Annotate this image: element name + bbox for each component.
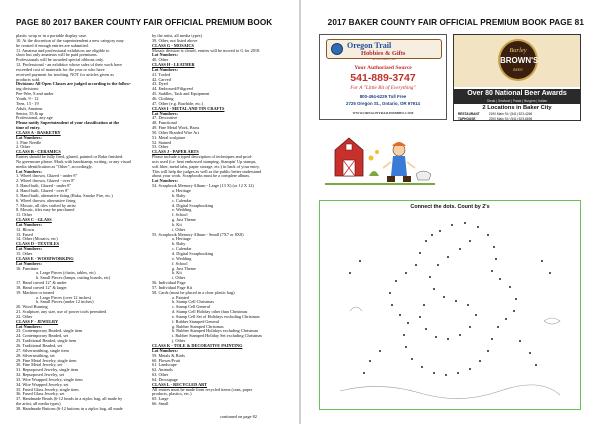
list-item: g. Rubber Stamped Christmas — [172, 323, 224, 329]
list-item: 51. Metal sculpture — [152, 134, 186, 140]
list-item: e. Wedding — [172, 255, 192, 261]
list-item: Lot Numbers: — [16, 134, 42, 140]
list-item: 8. Mosaic, tiles may be purchased — [16, 207, 75, 213]
list-item: Lot Numbers: — [152, 178, 178, 184]
list-item: be created if enough entries are submitted. — [16, 42, 89, 48]
wagon-wheel-icon — [331, 43, 343, 55]
list-item: i. Other — [172, 226, 186, 232]
list-item: 11. Amateur and professional exhibitors are eligible to — [16, 47, 110, 53]
list-item: media identification as "Other", accordingly. — [16, 163, 93, 169]
list-item: Lot Numbers: — [16, 323, 42, 329]
list-item: 41. Tooled — [152, 71, 171, 77]
puzzle-dot — [395, 280, 397, 282]
puzzle-dot — [459, 248, 461, 250]
list-item: 2. Other — [16, 144, 31, 150]
puzzle-dot — [477, 226, 479, 228]
list-item: CLASS F - JEWELRY — [16, 318, 59, 324]
list-item: h. Kit — [172, 221, 182, 227]
puzzle-dot — [509, 286, 511, 288]
list-item: 30. Fine Metal Jewelry, set — [16, 362, 63, 368]
puzzle-sketch-line — [544, 318, 560, 324]
list-item: Lot Numbers: — [16, 168, 42, 174]
list-item: Lot Numbers: — [152, 110, 178, 116]
list-item: about your work. Scrapbooks must be a complete album. — [152, 173, 250, 179]
list-item: i. Other — [172, 275, 186, 281]
list-item: Please include a typed description of techniques and prod- — [152, 154, 253, 160]
list-item: 46. Clothing — [152, 95, 174, 101]
barley-browns-logo — [498, 39, 538, 81]
puzzle-dot — [369, 360, 371, 362]
list-item: Lot Numbers: — [152, 66, 178, 72]
puzzle-dot — [419, 316, 421, 318]
list-item: products sold. — [16, 76, 41, 82]
list-item: e. Stamp Cell Set of Holidays excluding Christmas — [172, 313, 260, 319]
list-item: 47. Decorative — [152, 115, 178, 121]
list-item: 39. Other, not listed above — [152, 37, 198, 43]
list-item: 26. Traditional Beaded, set — [16, 343, 63, 348]
puzzle-dot — [464, 222, 466, 224]
oregon-trail-website[interactable]: WWW.OREGONTRAILHOBBIES.COM — [352, 111, 414, 115]
dot-puzzle-drawing — [320, 201, 579, 408]
puzzle-dot — [379, 350, 381, 352]
list-item: ucts used (i.e. heat embossed stamping, Stampin' Up stamps, — [152, 158, 257, 164]
list-item: 15. Other — [16, 250, 33, 256]
barley-browns-ad[interactable] — [453, 34, 581, 121]
puzzle-dot — [535, 364, 537, 366]
list-item: 47. Other (e.g. Rawhide, etc.) — [152, 100, 203, 106]
list-item: 12. Professional - an exhibitor whose sales of their work have — [16, 62, 123, 68]
list-item: 19. Machine or turned — [16, 289, 55, 295]
beer-awards: Over 80 National Beer Awards — [454, 89, 580, 98]
list-item: CLASS A - BASKETRY — [16, 129, 61, 135]
puzzle-dot — [515, 298, 517, 300]
list-item: CLASS L - RECYCLED ART — [152, 381, 208, 387]
right-page-header: 2017 BAKER COUNTY FAIR OFFICIAL PREMIUM BOOK PAGE 81 — [327, 18, 584, 27]
list-item: 49. Fine Metal Work, Brass — [152, 125, 200, 131]
list-item: Adult, Amateur — [16, 105, 43, 111]
puzzle-dot — [349, 272, 351, 274]
list-item: 27. Silversmithing, single item — [16, 347, 69, 353]
list-item: 1. Wheel thrown, Glazed - under 8" — [16, 173, 78, 179]
list-item: f. Rubber Stamped General — [172, 318, 220, 324]
list-item: 4. Hand built, Glazed - over 8" — [16, 188, 70, 193]
list-item: 37. Handmade Beads (6-12 beads in a ziploc bag, all made by — [16, 396, 123, 402]
puzzle-sketch-line — [350, 307, 362, 311]
list-item: Entries should be fully fired, glazed, painted or Raku finished. — [16, 154, 124, 160]
list-item: plastic wrap or in a portable display case. — [16, 34, 88, 38]
puzzle-dot — [437, 264, 439, 266]
puzzle-dot — [469, 240, 471, 242]
list-item: 23. Contemporary Beaded, single item — [16, 328, 83, 334]
list-item: products, plastics, etc.) — [152, 391, 192, 397]
puzzle-dot — [497, 326, 499, 328]
restaurant-address: 2190 Main St / (541) 523-4266 — [488, 112, 533, 116]
list-item: 12. Blown — [16, 226, 34, 232]
puzzle-dot — [457, 372, 459, 374]
barley-browns-banner — [454, 35, 580, 87]
continued-note: continued on page 82 — [220, 414, 257, 419]
list-item: by the artist, all media types) — [152, 34, 202, 38]
list-item: b. Small Pieces (lamps, cutting boards, etc) — [36, 275, 111, 281]
list-item: 18. Hand carved 12" & larger — [16, 284, 67, 290]
list-item: 14. Other (Mosaics, etc) — [16, 236, 58, 242]
list-item: Lot Numbers: — [152, 52, 178, 58]
list-item: g. Just Theme — [172, 265, 196, 271]
list-item: 3. Hand built, Glazed - under 8" — [16, 183, 72, 189]
kids-farm-illustration — [321, 128, 439, 190]
left-column-1 — [16, 34, 144, 412]
list-item: 13. Fused — [16, 231, 33, 237]
puzzle-dot — [389, 292, 391, 294]
list-item: a. Large Pieces (over 12 inches) — [36, 294, 92, 300]
list-item: c. Calendar — [172, 197, 192, 203]
puzzle-dot — [431, 234, 433, 236]
list-item: 31. Repurposed Jewelry, single item — [16, 367, 79, 373]
puzzle-dot — [399, 314, 401, 316]
list-item: 33. Wire Wrapped Jewelry, single item — [16, 376, 83, 382]
list-item: 6. Wheel thrown, alternative firing — [16, 197, 76, 203]
list-item: 1. Pine Needle — [16, 139, 42, 145]
puzzle-dot — [415, 264, 417, 266]
left-page — [0, 0, 299, 424]
list-item: soft fiber, metal tabs, paper storage, etc.) in back of your entry. — [152, 163, 260, 169]
oregon-trail-tagline: "We will outlive you!" — [370, 57, 398, 61]
list-item: Lot Numbers: — [16, 260, 42, 266]
list-item: h. Rubber Stamped Holidays excluding Christmas — [172, 328, 259, 334]
right-page — [301, 0, 600, 424]
puzzle-dot — [487, 234, 489, 236]
puzzle-dot — [359, 260, 361, 262]
list-item: 28. Silversmithing, set — [16, 352, 55, 358]
list-item: 55. Scrapbook Memory Album - Small (7X7 or 8X8) — [152, 231, 244, 237]
puzzle-sketch-line — [340, 385, 560, 399]
puzzle-dot — [467, 304, 469, 306]
list-item: CLASS G - MOSAICS — [152, 42, 194, 48]
list-item: 5. Hand built, alternative firing (Raku, Smoke Fire, etc.) — [16, 192, 113, 198]
list-item: 56. Individual Page — [152, 280, 186, 286]
taphouse-address: 2200 Main St / (541) 523-6695 — [488, 117, 533, 121]
list-item: CLASS H - LEATHER — [152, 62, 195, 68]
puzzle-dot — [541, 260, 543, 262]
list-item: Mosaic division is closed, entries will be moved to G for 2018. — [152, 47, 261, 53]
oregon-trail-logo — [326, 39, 442, 59]
puzzle-dot — [479, 360, 481, 362]
puzzle-dot — [429, 276, 431, 278]
puzzle-dot — [425, 240, 427, 242]
puzzle-dot — [529, 352, 531, 354]
puzzle-dot — [451, 224, 453, 226]
logo-browns-text: BROWN'S — [500, 56, 539, 65]
authorized-source: Your Authorized Source — [354, 65, 412, 71]
puzzle-dot — [493, 246, 495, 248]
puzzle-dot — [499, 278, 501, 280]
list-item: a. Heritage — [172, 188, 191, 193]
list-item: CLASS C - GLASS — [16, 217, 52, 223]
list-item: b. Baby — [172, 192, 186, 198]
list-item: Pee-Wee, 8 and under — [16, 91, 54, 97]
list-item: c. Calendar — [172, 246, 192, 252]
list-item: 58. Cards (must be placed in a clear plastic bag) — [152, 289, 235, 295]
list-item: Lot Numbers: — [152, 347, 178, 353]
logo-barley-text: Barley — [509, 47, 527, 54]
puzzle-dot — [491, 270, 493, 272]
list-item: j. Other — [172, 338, 186, 344]
list-item: 48. Functional — [152, 120, 177, 126]
list-item: Lot Numbers: — [16, 221, 42, 227]
list-item: Divisions: All Open Classes are judged according to the follow- — [16, 81, 132, 87]
list-item: 25. Traditional Beaded, single item — [16, 338, 77, 344]
puzzle-dot — [433, 288, 435, 290]
list-item: 57. Individual Page Kit — [152, 284, 193, 290]
list-item: 52. Stained — [152, 139, 172, 145]
logo-beer-text: BEER — [513, 68, 523, 72]
puzzle-dot — [459, 334, 461, 336]
list-item: CLASS I - METAL AND TIN CRAFTS — [152, 105, 225, 111]
puzzle-dot — [433, 372, 435, 374]
list-item: 40. Other — [152, 57, 169, 63]
left-column-2 — [152, 34, 282, 407]
list-item: 59. Metals & Birds — [152, 352, 185, 358]
list-item: 32. Repurposed Jewelry, set — [16, 372, 65, 378]
list-item: received payment for teaching. NOT for articles given as — [16, 71, 114, 77]
puzzle-dot — [391, 304, 393, 306]
list-item: f. School — [172, 260, 188, 266]
puzzle-dot — [505, 318, 507, 320]
list-item: 54. Scrapbook Memory Album - Large (13 X) (or 12 X 12) — [152, 183, 254, 189]
list-item: 53. Other — [152, 144, 169, 150]
list-item: No greenware please. Mark with handstamp, writing, or any visual — [16, 158, 131, 164]
puzzle-dot — [475, 314, 477, 316]
list-item: CLASS E - WOODWORKING — [16, 255, 74, 261]
puzzle-dot — [403, 334, 405, 336]
list-item: c. Stamp Cell General — [172, 304, 210, 310]
list-item: 64. Decoupage — [152, 376, 178, 382]
list-item: 65. Large — [152, 396, 169, 402]
list-item: e. Wedding — [172, 207, 192, 213]
puzzle-dot — [447, 256, 449, 258]
list-item: d. Stamp Cell Holiday other than Christmas — [172, 309, 248, 315]
list-item: 66. Small — [152, 401, 169, 407]
list-item: 38. Handmade Buttons (6-12 buttons in a ziploc bag, all made — [16, 405, 123, 411]
list-item: 22. Other — [16, 313, 33, 319]
list-item: Professionals will be awarded special ribbons only. — [16, 57, 104, 63]
list-item: 20. Wood Burning — [16, 304, 48, 310]
puzzle-dot — [443, 296, 445, 298]
restaurant-label: RESTAURANT — [458, 112, 480, 116]
list-item: 7. Mosaic, all tiles crafted by artist — [16, 202, 76, 208]
list-item: b. Baby — [172, 241, 186, 247]
list-item: g. Just Theme — [172, 217, 196, 223]
restaurant-location — [458, 112, 576, 116]
list-item: CLASS J - PAPER ARTS — [152, 149, 199, 155]
list-item: 50. Other Braided Wire Art — [152, 129, 199, 135]
list-item: exceeded cost of materials for the year or who have — [16, 66, 105, 72]
list-item: CLASS K - TOLE & DECORATIVE PAINTING — [152, 343, 243, 348]
list-item: 35. Fused Glass Jewelry, single item — [16, 386, 79, 392]
oregon-trail-ad[interactable] — [319, 34, 447, 120]
list-item: This will help the judges as well as the public better understand — [152, 168, 262, 174]
list-item: 60. Flower/Fruit — [152, 357, 181, 363]
list-item: 16. Furniture — [16, 265, 39, 271]
puzzle-dot — [469, 326, 471, 328]
puzzle-dot — [469, 368, 471, 370]
list-item: i. Rubber Stamped Holiday Set excluding Christmas — [172, 333, 263, 339]
list-item: f. School — [172, 212, 188, 218]
puzzle-dot — [407, 322, 409, 324]
list-item: 42. Carved — [152, 76, 171, 82]
list-item: 36. Fused Glass Jewelry, set — [16, 391, 65, 397]
oregon-trail-name: Oregon Trail — [347, 41, 392, 50]
puzzle-dot — [421, 366, 423, 368]
list-item: All entries must be made from recycled items (cans, paper — [152, 386, 253, 392]
list-item: Senior, 55 & up — [16, 110, 44, 116]
puzzle-dot — [435, 336, 437, 338]
list-item: 43. Dyed — [152, 81, 168, 87]
puzzle-dot — [445, 374, 447, 376]
list-item: 63. Other — [152, 372, 169, 378]
menu-list: Steak | Seafood | Pasta | Burgers | Italian — [454, 98, 580, 104]
list-item: 44. Embossed/Filigreed — [152, 86, 193, 92]
list-item: 24. Contemporary Beaded, set — [16, 333, 69, 339]
list-item: the artist, all media types) — [16, 401, 61, 407]
list-item: CLASS D - TEXTILES — [16, 241, 60, 247]
list-item: a. Large Pieces (chairs, tables, etc) — [36, 270, 96, 276]
oregon-trail-phone: 541-889-3747 — [350, 72, 416, 84]
puzzle-dot — [405, 346, 407, 348]
puzzle-dot — [487, 350, 489, 352]
puzzle-dot — [439, 230, 441, 232]
oregon-trail-toll-free: 800-494-6229 Toll Free — [359, 94, 407, 99]
puzzle-dot — [513, 310, 515, 312]
connect-the-dots-activity — [319, 200, 581, 410]
list-item: a. Painted — [172, 294, 189, 300]
list-item: Professional, any age — [16, 115, 53, 121]
list-item: Teen, 13 - 19 — [16, 100, 39, 106]
taphouse-label: TAPHOUSE — [458, 117, 476, 121]
puzzle-dot — [491, 338, 493, 340]
left-page-header: PAGE 80 2017 BAKER COUNTY FAIR OFFICIAL PREMIUM BOOK — [16, 18, 273, 27]
list-item: 17. Hand carved 12" & under — [16, 280, 67, 286]
list-item: 2. Wheel thrown, Glazed - over 8" — [16, 178, 76, 184]
puzzle-dot — [411, 358, 413, 360]
list-item: time of entry. — [16, 125, 41, 131]
list-item: a. Heritage — [172, 236, 191, 242]
list-item: d. Digital Scrapbooking — [172, 250, 214, 256]
puzzle-dot — [549, 272, 551, 274]
oregon-trail-address: 2725 Oregon St., Ontario, OR 97914 — [346, 101, 420, 106]
list-item: 10. At the discretion of the superintendent a new category may — [16, 37, 124, 43]
list-item: Youth, 9 - 12 — [16, 95, 39, 101]
list-item: 34. Wire Wrapped Jewelry, set — [16, 381, 69, 387]
puzzle-dot — [447, 338, 449, 340]
list-item: 61. Landscape — [152, 362, 177, 368]
list-item: h. Kit — [172, 270, 182, 276]
list-item: 21. Sculpture, any size, use of power tools permitted — [16, 309, 107, 315]
list-item: ing divisions: — [16, 86, 40, 92]
puzzle-dot — [519, 340, 521, 342]
list-item: Lot Numbers: — [16, 246, 42, 252]
connect-dots-title: Connect the dots. Count by 2's — [410, 204, 490, 210]
oregon-trail-slogan: For A "Little Bit of Everything" — [350, 85, 416, 91]
puzzle-dot — [423, 304, 425, 306]
taphouse-location — [458, 117, 576, 121]
puzzle-dot — [455, 300, 457, 302]
list-item: 45. Saddles, Tack and Equipment — [152, 91, 210, 97]
locations-title: 2 Locations in Baker City — [482, 105, 552, 111]
puzzle-dot — [419, 252, 421, 254]
list-item: CLASS B - CERAMICS — [16, 149, 61, 155]
list-item: b. Small Pieces (under 12 inches) — [36, 299, 94, 305]
puzzle-dot — [405, 272, 407, 274]
puzzle-dot — [425, 328, 427, 330]
oregon-trail-sub: Hobbies & Gifts — [361, 50, 406, 57]
puzzle-dot — [363, 372, 365, 374]
list-item: 29. Fine Metal Jewelry, single item — [16, 357, 77, 363]
list-item: Please notify Superintendent of your classification at the — [16, 120, 120, 126]
list-item: d. Digital Scrapbooking — [172, 202, 214, 208]
list-item: 62. Animals — [152, 367, 173, 373]
list-item: b. Stamp Cell Christmas — [172, 299, 215, 305]
list-item: show but only amateurs will be paid premiums. — [16, 52, 98, 58]
puzzle-dot — [495, 258, 497, 260]
list-item: 11. Other — [16, 212, 33, 218]
